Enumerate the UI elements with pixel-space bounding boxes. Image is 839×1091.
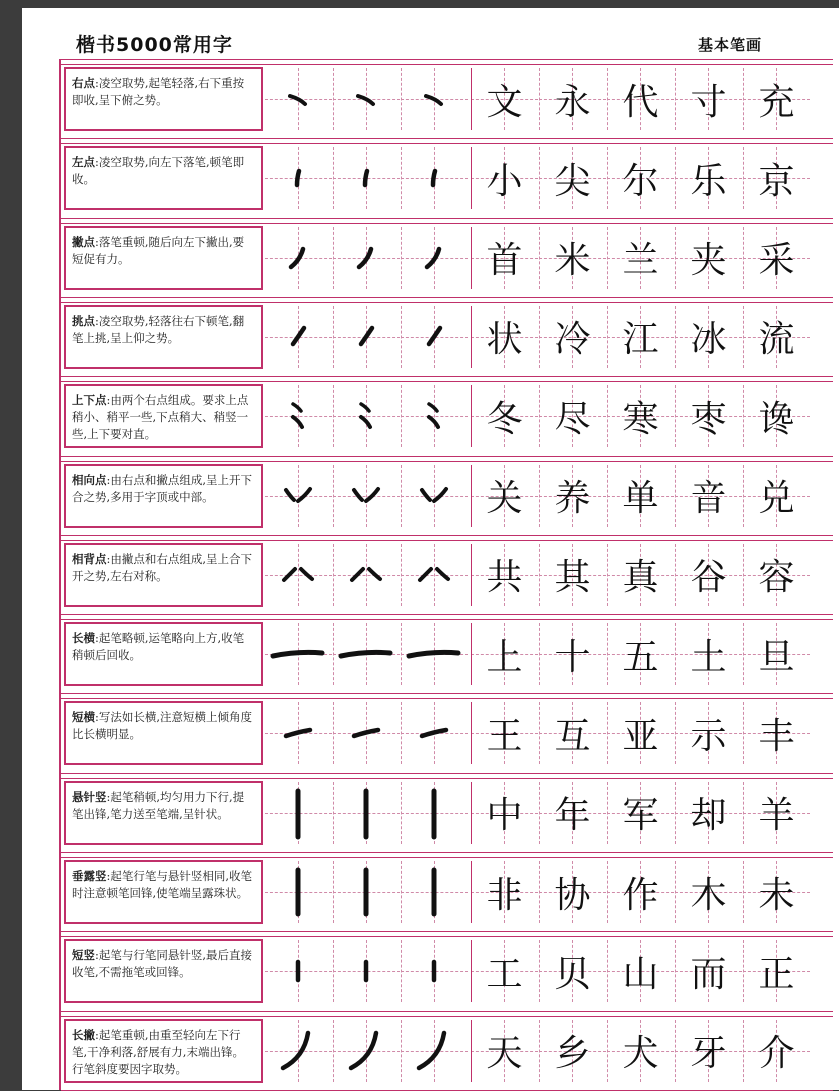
example-character: 山 (622, 953, 659, 995)
stroke-example (333, 306, 400, 368)
stroke-row (61, 614, 833, 684)
example-character: 非 (486, 874, 523, 916)
example-character: 流 (758, 319, 795, 361)
stroke-explanation: :由两个右点组成。要求上点稍小、稍平一些,下点稍大、稍竖一些,上下要对直。 (72, 393, 249, 442)
stroke-row (61, 59, 833, 129)
stroke-row (61, 931, 833, 1001)
example-character: 文 (486, 81, 523, 123)
example-character: 养 (554, 478, 591, 519)
practice-page (22, 8, 839, 1090)
stroke-description (64, 464, 263, 528)
example-character: 木 (690, 874, 727, 916)
example-character: 永 (554, 81, 591, 123)
example-character: 其 (554, 557, 591, 599)
stroke-example (333, 465, 400, 527)
stroke-example (401, 702, 468, 764)
example-character: 寸 (690, 81, 727, 123)
example-character: 中 (486, 795, 523, 837)
example-character: 兰 (622, 240, 659, 282)
example-character: 贝 (554, 953, 591, 995)
row-separator (61, 59, 833, 65)
row-separator (61, 931, 833, 937)
example-character: 旦 (758, 636, 795, 678)
row-separator (61, 773, 833, 779)
stroke-example (265, 385, 332, 447)
stroke-name: 长横 (72, 631, 95, 646)
stroke-example (333, 702, 400, 764)
stroke-example (265, 147, 332, 209)
stroke-description (64, 146, 263, 210)
example-character: 牙 (690, 1033, 727, 1075)
stroke-name: 垂露竖 (72, 869, 107, 883)
stroke-description (64, 67, 263, 131)
stroke-name: 撇点 (72, 234, 95, 249)
example-character: 正 (758, 953, 795, 995)
stroke-description (64, 1019, 263, 1083)
stroke-explanation: :起笔略顿,运笔略向上方,收笔稍顿后回收。 (72, 631, 245, 663)
example-character: 介 (758, 1033, 795, 1075)
example-character: 羊 (758, 795, 795, 837)
stroke-example (401, 544, 468, 606)
stroke-table (59, 59, 833, 1090)
stroke-example (265, 702, 332, 764)
stroke-row (61, 218, 833, 288)
stroke-example (265, 68, 332, 130)
stroke-example (333, 544, 400, 606)
stroke-row (61, 535, 833, 605)
example-character: 土 (690, 636, 727, 678)
stroke-row (61, 138, 833, 208)
row-separator (61, 456, 833, 462)
stroke-name: 悬针竖 (72, 789, 107, 804)
stroke-description (64, 701, 263, 765)
stroke-name: 左点 (72, 155, 95, 170)
stroke-row (61, 693, 833, 763)
row-separator (61, 218, 833, 224)
example-character: 尖 (554, 160, 591, 202)
example-character: 关 (486, 478, 523, 519)
stroke-example (401, 147, 468, 209)
stroke-example (265, 306, 332, 368)
stroke-explanation: :起笔重顿,由重至轻向左下行笔,干净利落,舒展有力,末端出锋。行笔斜度要因字取势。 (72, 1027, 244, 1076)
stroke-description (64, 622, 263, 686)
example-character: 冰 (690, 319, 727, 361)
stroke-example (265, 861, 332, 923)
example-character: 首 (486, 240, 523, 282)
stroke-example (333, 623, 400, 685)
example-character: 王 (486, 715, 523, 757)
example-character: 天 (486, 1033, 523, 1075)
stroke-example (265, 940, 332, 1002)
row-separator (61, 1011, 833, 1017)
example-character: 单 (622, 478, 659, 519)
example-character: 充 (758, 81, 795, 123)
example-character: 年 (554, 795, 591, 837)
example-character: 尽 (554, 398, 591, 440)
stroke-row (61, 456, 833, 526)
example-character: 而 (690, 953, 727, 995)
example-character: 上 (486, 636, 523, 678)
stroke-example (401, 385, 468, 447)
stroke-explanation: :凌空取势,向左下落笔,顿笔即收。 (72, 155, 245, 187)
stroke-row (61, 773, 833, 843)
example-character: 亚 (622, 715, 659, 757)
stroke-name: 短竖 (72, 948, 95, 963)
example-character: 工 (486, 953, 523, 995)
row-separator (61, 297, 833, 303)
stroke-explanation: :起笔与行笔同悬针竖,最后直接收笔,不需拖笔或回锋。 (72, 948, 253, 980)
stroke-explanation: :凌空取势,起笔轻落,右下重按即收,呈下俯之势。 (72, 76, 245, 107)
section-title: 基本笔画 (698, 36, 763, 54)
stroke-explanation: :由右点和撇点组成,呈上开下合之势,多用于字顶或中部。 (72, 472, 253, 504)
stroke-example (401, 861, 468, 923)
example-character: 作 (622, 874, 659, 916)
stroke-name: 相背点 (72, 551, 107, 566)
stroke-example (265, 544, 332, 606)
stroke-example (401, 227, 468, 289)
row-separator (61, 693, 833, 699)
stroke-example (333, 68, 400, 130)
stroke-example (401, 68, 468, 130)
stroke-example (265, 782, 332, 844)
example-character: 五 (622, 636, 659, 678)
stroke-explanation: :起笔行笔与悬针竖相同,收笔时注意顿笔回锋,使笔端呈露珠状。 (72, 869, 253, 900)
example-character: 采 (758, 240, 795, 282)
stroke-example (401, 782, 468, 844)
example-character: 江 (622, 319, 659, 361)
stroke-example (401, 1020, 468, 1082)
example-character: 状 (486, 319, 523, 361)
example-character: 军 (622, 795, 659, 837)
example-character: 示 (690, 715, 727, 757)
example-character: 丰 (758, 715, 795, 757)
example-character: 米 (554, 240, 591, 282)
example-character: 尔 (622, 160, 659, 202)
example-character: 容 (758, 557, 795, 599)
example-character: 枣 (690, 398, 727, 440)
example-character: 小 (486, 160, 523, 202)
stroke-example (265, 227, 332, 289)
stroke-example (333, 1020, 400, 1082)
row-separator (61, 614, 833, 620)
example-character: 未 (758, 874, 795, 916)
stroke-name: 长撇 (72, 1027, 95, 1042)
example-character: 谷 (690, 557, 727, 599)
example-character: 兑 (758, 478, 795, 519)
stroke-description (64, 305, 263, 369)
stroke-name: 短横 (72, 710, 95, 725)
example-character: 谗 (758, 398, 795, 440)
stroke-explanation: :落笔重顿,随后向左下撇出,要短促有力。 (72, 234, 245, 266)
stroke-example (401, 623, 468, 685)
row-separator (61, 535, 833, 541)
example-character: 共 (486, 557, 523, 599)
example-character: 乡 (554, 1033, 591, 1075)
stroke-explanation: :凌空取势,轻落往右下顿笔,翻笔上挑,呈上仰之势。 (72, 313, 245, 345)
stroke-example (265, 1020, 332, 1082)
stroke-example (401, 306, 468, 368)
example-character: 冬 (486, 398, 523, 440)
stroke-description (64, 939, 263, 1003)
stroke-row (61, 297, 833, 367)
stroke-name: 相向点 (72, 472, 107, 487)
stroke-row (61, 1011, 833, 1081)
stroke-row (61, 852, 833, 922)
stroke-explanation: :起笔稍顿,均匀用力下行,提笔出锋,笔力送至笔端,呈针状。 (72, 789, 245, 821)
stroke-example (265, 465, 332, 527)
stroke-example (333, 385, 400, 447)
stroke-example (333, 861, 400, 923)
example-character: 互 (554, 715, 591, 757)
stroke-example (401, 940, 468, 1002)
example-character: 乐 (690, 160, 727, 202)
example-character: 音 (690, 478, 727, 519)
stroke-example (333, 147, 400, 209)
stroke-explanation: :由撇点和右点组成,呈上合下开之势,左右对称。 (72, 551, 253, 583)
stroke-description (64, 860, 263, 924)
row-separator (61, 852, 833, 858)
stroke-name: 挑点 (72, 313, 95, 328)
example-character: 代 (622, 81, 659, 123)
stroke-example (333, 940, 400, 1002)
stroke-name: 右点 (72, 76, 95, 90)
example-character: 真 (622, 557, 659, 599)
example-character: 十 (554, 636, 591, 678)
stroke-example (401, 465, 468, 527)
example-character: 寒 (622, 398, 659, 440)
stroke-description (64, 543, 263, 607)
stroke-explanation: :写法如长横,注意短横上倾角度比长横明显。 (72, 710, 253, 742)
row-separator (61, 376, 833, 382)
stroke-row (61, 376, 833, 446)
stroke-example (333, 782, 400, 844)
stroke-example (333, 227, 400, 289)
stroke-name: 上下点 (72, 393, 107, 408)
example-character: 协 (554, 874, 591, 916)
stroke-description (64, 226, 263, 290)
example-character: 夹 (690, 240, 727, 282)
example-character: 京 (758, 160, 795, 202)
stroke-description (64, 384, 263, 448)
example-character: 却 (690, 795, 727, 837)
stroke-example (265, 623, 332, 685)
row-separator (61, 138, 833, 144)
example-character: 犬 (622, 1033, 659, 1075)
stroke-description (64, 781, 263, 845)
book-title: 楷书5000常用字 (76, 34, 233, 56)
example-character: 冷 (554, 319, 591, 361)
